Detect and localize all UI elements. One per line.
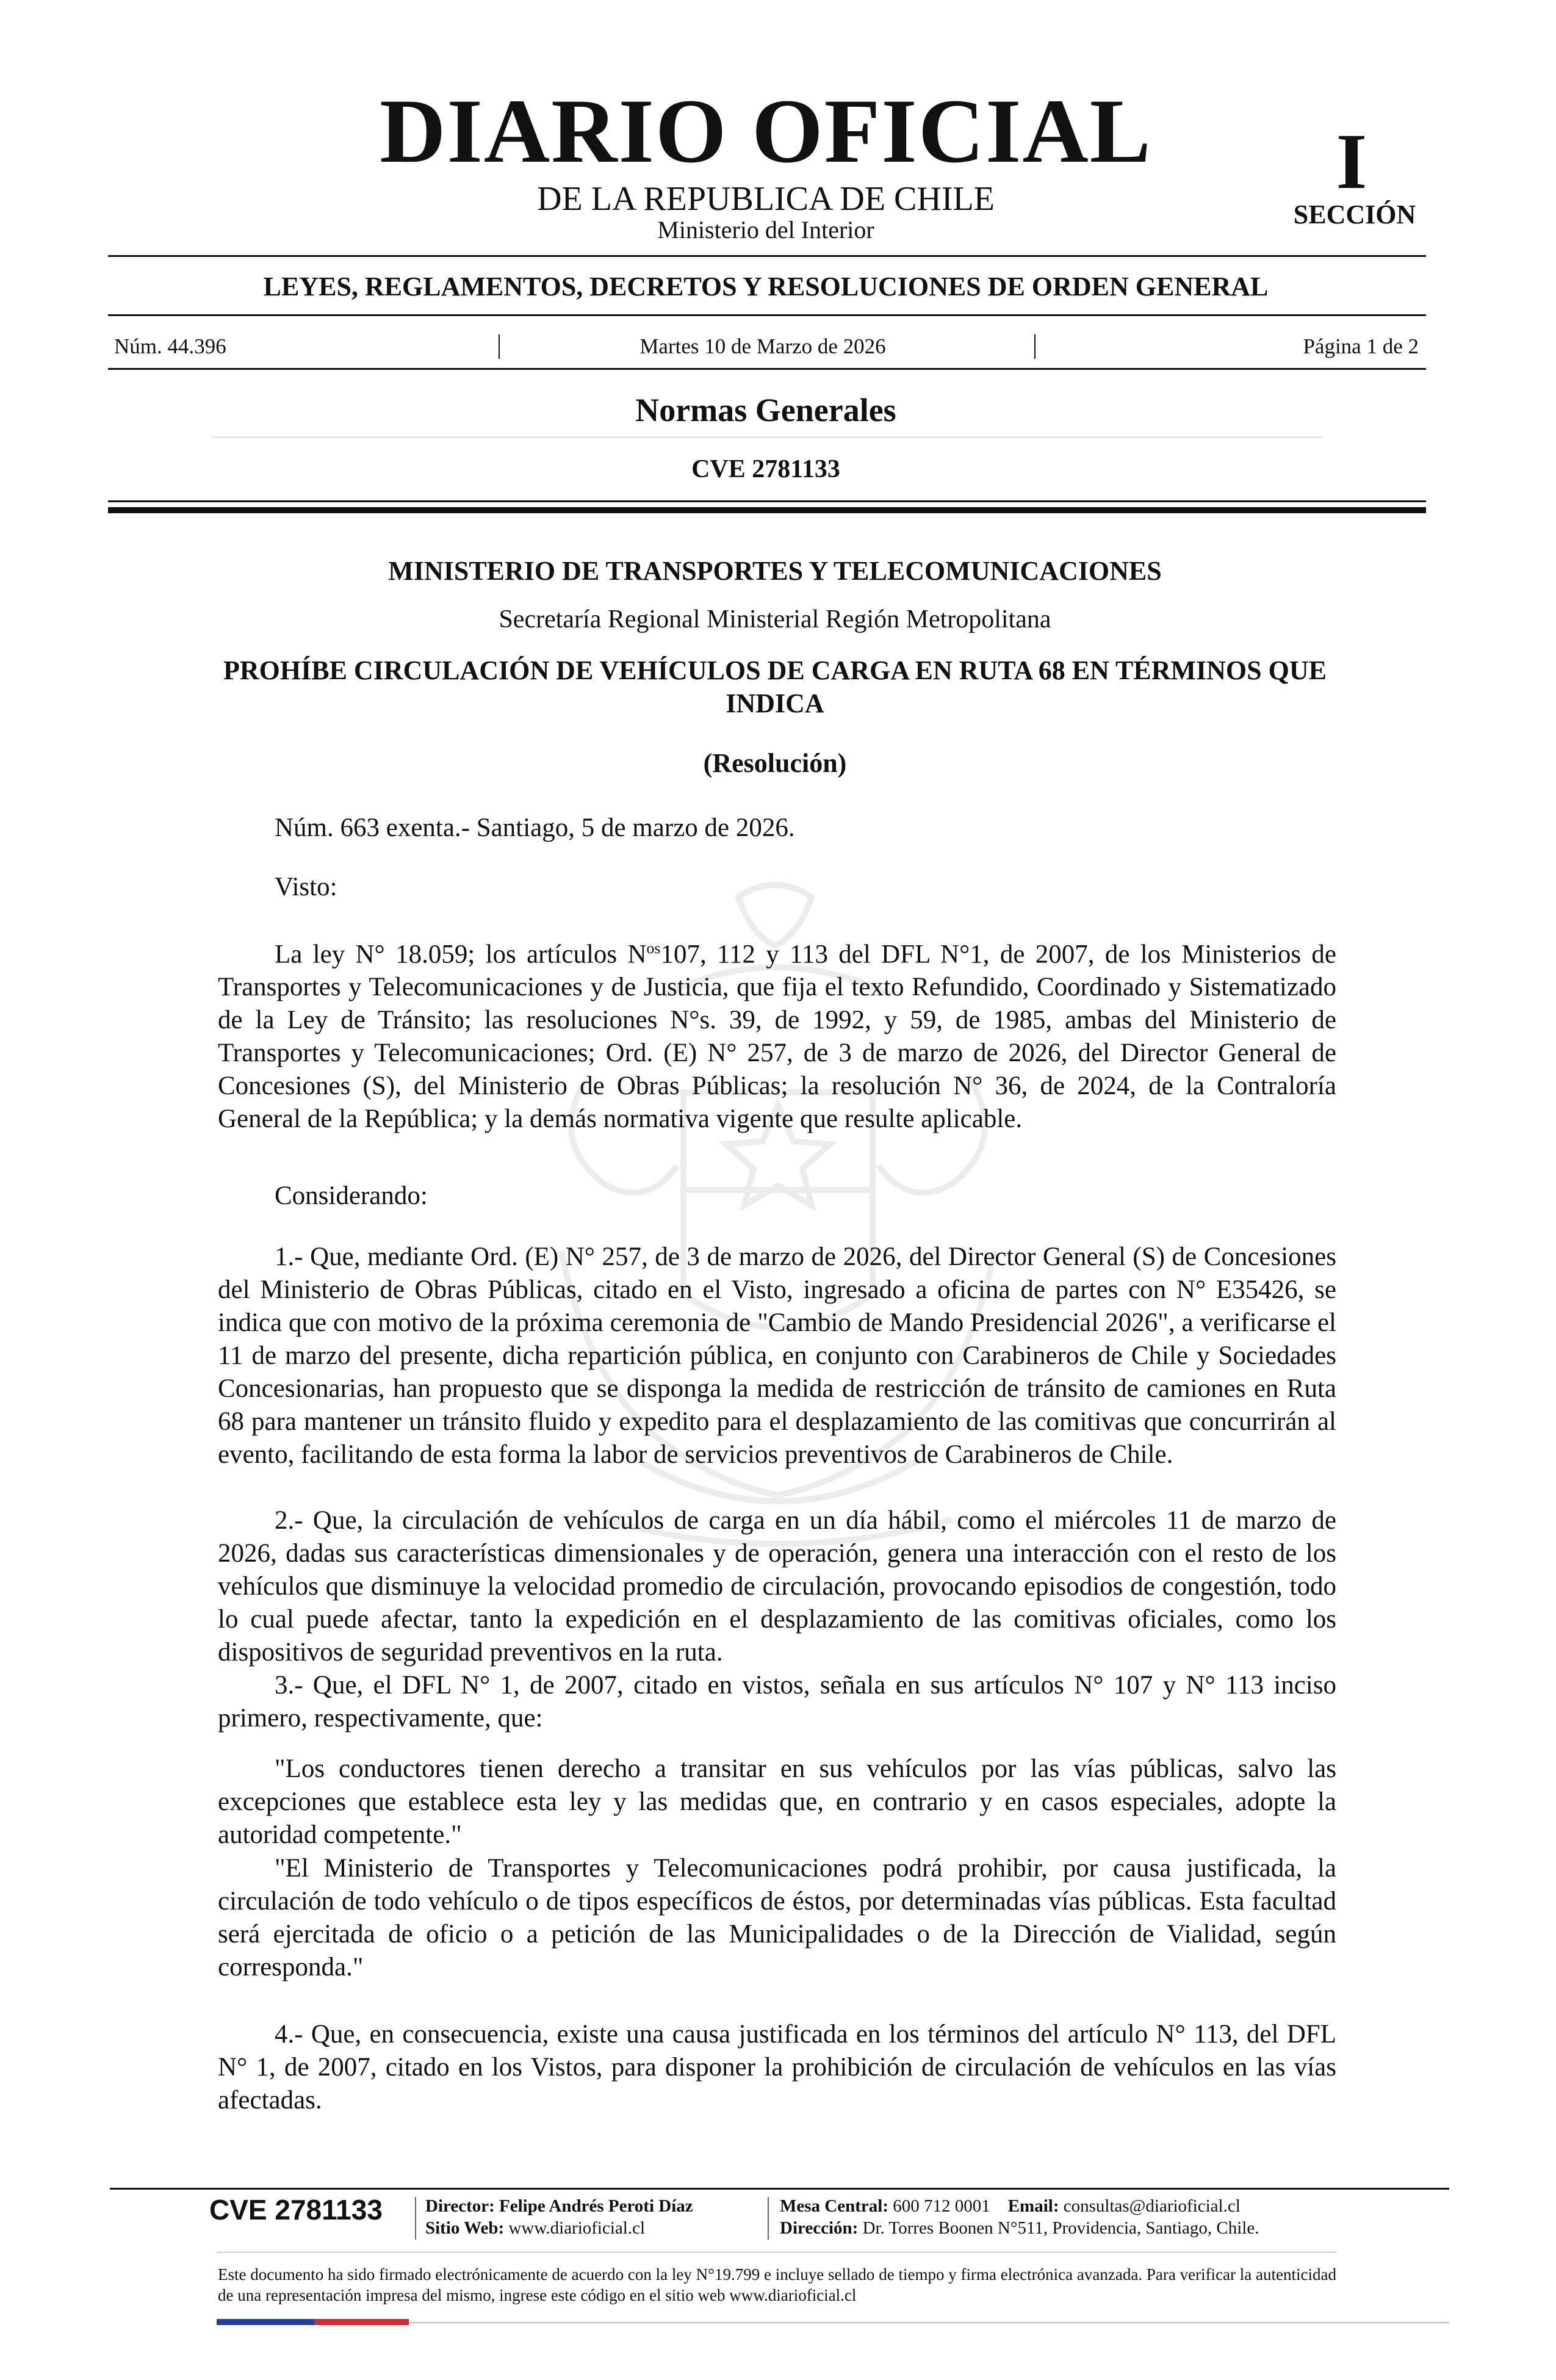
info-separator — [1034, 334, 1036, 359]
masthead-title: DIARIO OFICIAL — [380, 81, 1152, 182]
director-label: Director: — [425, 2196, 495, 2216]
section-heading: Normas Generales — [635, 392, 896, 428]
section-label: SECCIÓN — [1293, 200, 1416, 229]
page-indicator: Página 1 de 2 — [1303, 334, 1419, 358]
quote-article-113: "El Ministerio de Transportes y Telecomunicaciones podrá prohibir, por causa justificada, la circulación de todo vehículo o de tipos específicos de éstos, por determinadas vías públicas. Esta facultad será ejercitada de oficio o a petición de las Municipalidades o de la Dirección de Vialidad, según corresponda." — [218, 1854, 1336, 1982]
thin-divider — [212, 437, 1322, 438]
footer-cve: CVE 2781133 — [209, 2194, 383, 2226]
divider — [108, 500, 1426, 502]
director-name: Felipe Andrés Peroti Díaz — [499, 2196, 693, 2216]
flag-stripe-line — [409, 2322, 1449, 2323]
ministry-heading: MINISTERIO DE TRANSPORTES Y TELECOMUNICACIONES — [388, 556, 1162, 586]
resolution-title: PROHÍBE CIRCULACIÓN DE VEHÍCULOS DE CARGA EN RUTA 68 EN TÉRMINOS QUE INDICA — [223, 655, 1327, 718]
issue-date: Martes 10 de Marzo de 2026 — [639, 334, 886, 358]
web-label: Sitio Web: — [425, 2218, 505, 2238]
resolution-number-line: Núm. 663 exenta.- Santiago, 5 de marzo de 2026. — [275, 813, 795, 842]
considerando-2: 2.- Que, la circulación de vehículos de carga en un día hábil, como el miércoles 11 de marzo de 2026, dadas sus características dimensionales y de operación, genera una interacción con el resto de los vehículos que disminuye la velocidad promedio de circulación, provocando episodios de congestión, todo lo cual puede afectar, tanto la expedición en el desplazamiento de las comitivas oficiales, como los dispositivos de seguridad preventivos en la ruta. — [218, 1506, 1336, 1667]
visto-label: Visto: — [275, 873, 337, 901]
secretaria-heading: Secretaría Regional Ministerial Región Metropolitana — [499, 605, 1051, 633]
considerando-1: 1.- Que, mediante Ord. (E) N° 257, de 3 de marzo de 2026, del Director General (S) de Concesiones del Ministerio de Obras Públicas, citado en el Visto, ingresado a oficina de partes con N° E35426, se indica que con motivo de la próxima ceremonia de "Cambio de Mando Presidencial 2026", a verificarse el 11 de marzo del presente, dicha repartición pública, en conjunto con Carabineros de Chile y Sociedades Concesionarias, han propuesto que se disponga la medida de restricción de tránsito de camiones en Ruta 68 para mantener un tránsito fluido y expedito para el desplazamiento de las comitivas que concurrirán al evento, facilitando de esta forma la labor de servicios preventivos de Carabineros de Chile. — [218, 1242, 1336, 1469]
issue-number: Núm. 44.396 — [114, 334, 226, 358]
footer-separator — [768, 2197, 769, 2240]
divider — [108, 314, 1426, 316]
flag-stripe-red — [314, 2319, 409, 2325]
quote-article-107: "Los conductores tienen derecho a transitar en sus vehículos por las vías públicas, salvo las excepciones que establece esta ley y las medidas que, en contrario y en casos especiales, adopte la autoridad competente." — [218, 1754, 1336, 1849]
mesa-phone: 600 712 0001 — [893, 2196, 990, 2216]
document-type: (Resolución) — [703, 748, 847, 778]
mesa-label: Mesa Central: — [780, 2196, 888, 2216]
web-link[interactable]: www.diarioficial.cl — [508, 2218, 646, 2238]
divider — [108, 255, 1426, 257]
section-number: I — [1336, 118, 1367, 206]
direccion-value: Dr. Torres Boonen N°511, Providencia, Santiago, Chile. — [862, 2218, 1259, 2238]
email-label: Email: — [1007, 2196, 1059, 2216]
considerando-label: Considerando: — [275, 1181, 428, 1210]
cve-header: CVE 2781133 — [691, 455, 840, 483]
footer-director-block — [425, 2195, 693, 2239]
considerando-4: 4.- Que, en consecuencia, existe una causa justificada en los términos del artículo N° 113, del DFL N° 1, de 2007, citado en los Vistos, para disponer la prohibición de circulación de vehículos en las vías afectadas. — [218, 2020, 1336, 2115]
thick-divider — [108, 507, 1426, 513]
footer-legal-notice: Este documento ha sido firmado electrónicamente de acuerdo con la ley N°19.799 e incluye sellado de tiempo y firma electrónica avanzada. Para verificar la autenticidad de una representación impresa del mismo, ingrese este código en el sitio web www.diarioficial.cl — [218, 2265, 1336, 2304]
considerando-3: 3.- Que, el DFL N° 1, de 2007, citado en vistos, señala en sus artículos N° 107 y N° 113 inciso primero, respectivamente, que: — [218, 1671, 1336, 1733]
footer-divider — [110, 2188, 1449, 2190]
info-separator — [499, 334, 500, 359]
masthead-ministry: Ministerio del Interior — [657, 216, 874, 243]
footer-contact-block — [780, 2195, 1259, 2239]
email-link[interactable]: consultas@diarioficial.cl — [1063, 2196, 1241, 2216]
footer-separator — [415, 2197, 416, 2240]
direccion-label: Dirección: — [780, 2218, 859, 2238]
divider — [108, 368, 1426, 370]
masthead-subtitle: DE LA REPUBLICA DE CHILE — [537, 180, 995, 218]
banner-title: LEYES, REGLAMENTOS, DECRETOS Y RESOLUCIONES DE ORDEN GENERAL — [263, 272, 1269, 301]
flag-stripe-blue — [217, 2319, 314, 2325]
visto-paragraph: La ley N° 18.059; los artículos $N^{os}107$, 112 y 113 del DFL N°1, de 2007, de los Ministerios de Transportes y Telecomunicaciones y de Justicia, que fija el texto Refundido, Coordinado y Sistematizado de la Ley de Tránsito; las resoluciones N°s. 39, de 1992, y 59, de 1985, ambas del Ministerio de Transportes y Telecomunicaciones; Ord. (E) N° 257, de 3 de marzo de 2026, del Director General de Concesiones (S), del Ministerio de Obras Públicas; la resolución N° 36, de 2024, de la Contraloría General de la República; y la demás normativa vigente que resulte aplicable. — [218, 939, 1336, 1134]
